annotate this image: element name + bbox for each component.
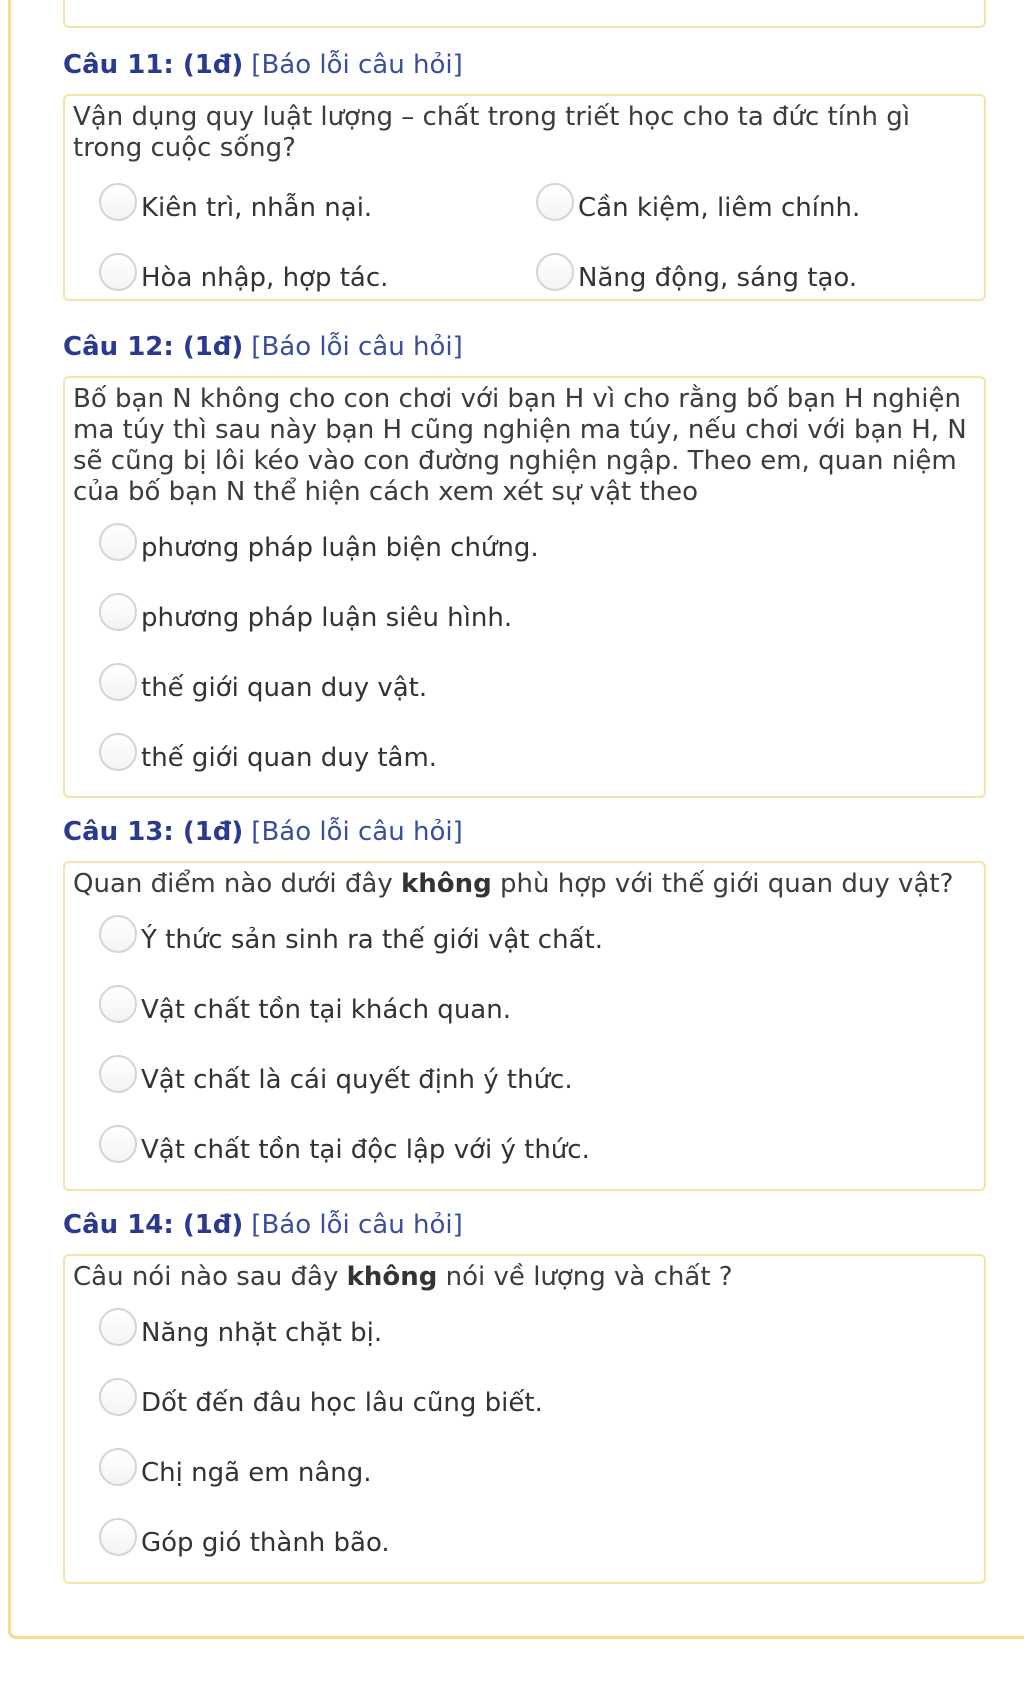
answer-option-c[interactable] [99, 256, 536, 300]
question-number: Câu 12: (1đ) [63, 332, 244, 362]
answer-label: Vật chất tồn tại độc lập với ý thức. [141, 1135, 590, 1165]
answer-option-b[interactable] [99, 988, 974, 1032]
question-number: Câu 14: (1đ) [63, 1210, 244, 1240]
question-13 [63, 815, 986, 1191]
radio-button[interactable] [99, 1518, 137, 1556]
question-number: Câu 11: (1đ) [63, 50, 244, 80]
question-text: Quan điểm nào dưới đây không phù hợp với thế giới quan duy vật? [73, 869, 954, 899]
question-12 [63, 330, 986, 798]
question-header [63, 330, 986, 368]
report-error-link[interactable]: [Báo lỗi câu hỏi] [251, 817, 463, 847]
question-box [63, 94, 986, 301]
question-box [63, 376, 986, 798]
radio-button[interactable] [99, 523, 137, 561]
radio-button[interactable] [99, 985, 137, 1023]
answer-option-a[interactable] [99, 526, 974, 570]
question-text: Vận dụng quy luật lượng – chất trong triết học cho ta đức tính gì trong cuộc sống? [73, 102, 910, 163]
answer-options [73, 1311, 974, 1565]
radio-button[interactable] [99, 183, 137, 221]
radio-button[interactable] [536, 183, 574, 221]
question-number: Câu 13: (1đ) [63, 817, 244, 847]
question-header [63, 48, 986, 86]
radio-button[interactable] [99, 915, 137, 953]
report-error-link[interactable]: [Báo lỗi câu hỏi] [251, 50, 463, 80]
answer-option-a[interactable] [99, 186, 536, 230]
question-box [63, 1254, 986, 1584]
answer-label: Kiên trì, nhẫn nại. [141, 193, 373, 223]
answer-option-c[interactable] [99, 666, 974, 710]
radio-button[interactable] [99, 1125, 137, 1163]
answer-label: Vật chất tồn tại khách quan. [141, 995, 511, 1025]
answer-option-b[interactable] [536, 186, 973, 230]
question-14 [63, 1208, 986, 1584]
previous-question-box [63, 0, 986, 28]
question-header [63, 1208, 986, 1246]
answer-option-c[interactable] [99, 1451, 974, 1495]
question-text: Câu nói nào sau đây không nói về lượng và chất ? [73, 1262, 733, 1292]
answer-option-c[interactable] [99, 1058, 974, 1102]
report-error-link[interactable]: [Báo lỗi câu hỏi] [251, 1210, 463, 1240]
radio-button[interactable] [99, 593, 137, 631]
question-text: Bố bạn N không cho con chơi với bạn H vì cho rằng bố bạn H nghiện ma túy thì sau này bạn H cũng nghiện ma túy, nếu chơi với bạn H, N sẽ cũng bị lôi kéo vào con đường nghiện ngập. Theo em, quan niệm của bố bạn N thể hiện cách xem xét sự vật theo [73, 384, 967, 507]
emphasis-word: không [400, 869, 492, 899]
answer-options [73, 186, 974, 300]
answer-option-b[interactable] [99, 1381, 974, 1425]
answer-option-b[interactable] [99, 596, 974, 640]
question-header [63, 815, 986, 853]
report-error-link[interactable]: [Báo lỗi câu hỏi] [251, 332, 463, 362]
answer-option-d[interactable] [99, 736, 974, 780]
radio-button[interactable] [99, 1378, 137, 1416]
radio-button[interactable] [536, 253, 574, 291]
emphasis-word: không [346, 1262, 438, 1292]
radio-button[interactable] [99, 663, 137, 701]
answer-option-d[interactable] [99, 1521, 974, 1565]
answer-label: Dốt đến đâu học lâu cũng biết. [141, 1388, 543, 1418]
answer-option-a[interactable] [99, 918, 974, 962]
answer-label: Cần kiệm, liêm chính. [578, 193, 861, 223]
answer-label: Năng động, sáng tạo. [578, 263, 858, 293]
answer-label: Ý thức sản sinh ra thế giới vật chất. [141, 925, 603, 955]
answer-options [73, 918, 974, 1172]
answer-label: thế giới quan duy vật. [141, 673, 428, 703]
answer-option-a[interactable] [99, 1311, 974, 1355]
radio-button[interactable] [99, 733, 137, 771]
radio-button[interactable] [99, 1448, 137, 1486]
answer-label: thế giới quan duy tâm. [141, 743, 438, 773]
question-box [63, 861, 986, 1191]
answer-label: Hòa nhập, hợp tác. [141, 263, 389, 293]
answer-label: Chị ngã em nâng. [141, 1458, 372, 1488]
answer-option-d[interactable] [99, 1128, 974, 1172]
radio-button[interactable] [99, 1055, 137, 1093]
answer-label: phương pháp luận biện chứng. [141, 533, 539, 563]
answer-label: phương pháp luận siêu hình. [141, 603, 513, 633]
radio-button[interactable] [99, 253, 137, 291]
answer-label: Góp gió thành bão. [141, 1528, 390, 1558]
answer-label: Năng nhặt chặt bị. [141, 1318, 383, 1348]
question-11 [63, 48, 986, 301]
radio-button[interactable] [99, 1308, 137, 1346]
answer-label: Vật chất là cái quyết định ý thức. [141, 1065, 573, 1095]
answer-option-d[interactable] [536, 256, 973, 300]
answer-options [73, 526, 974, 780]
